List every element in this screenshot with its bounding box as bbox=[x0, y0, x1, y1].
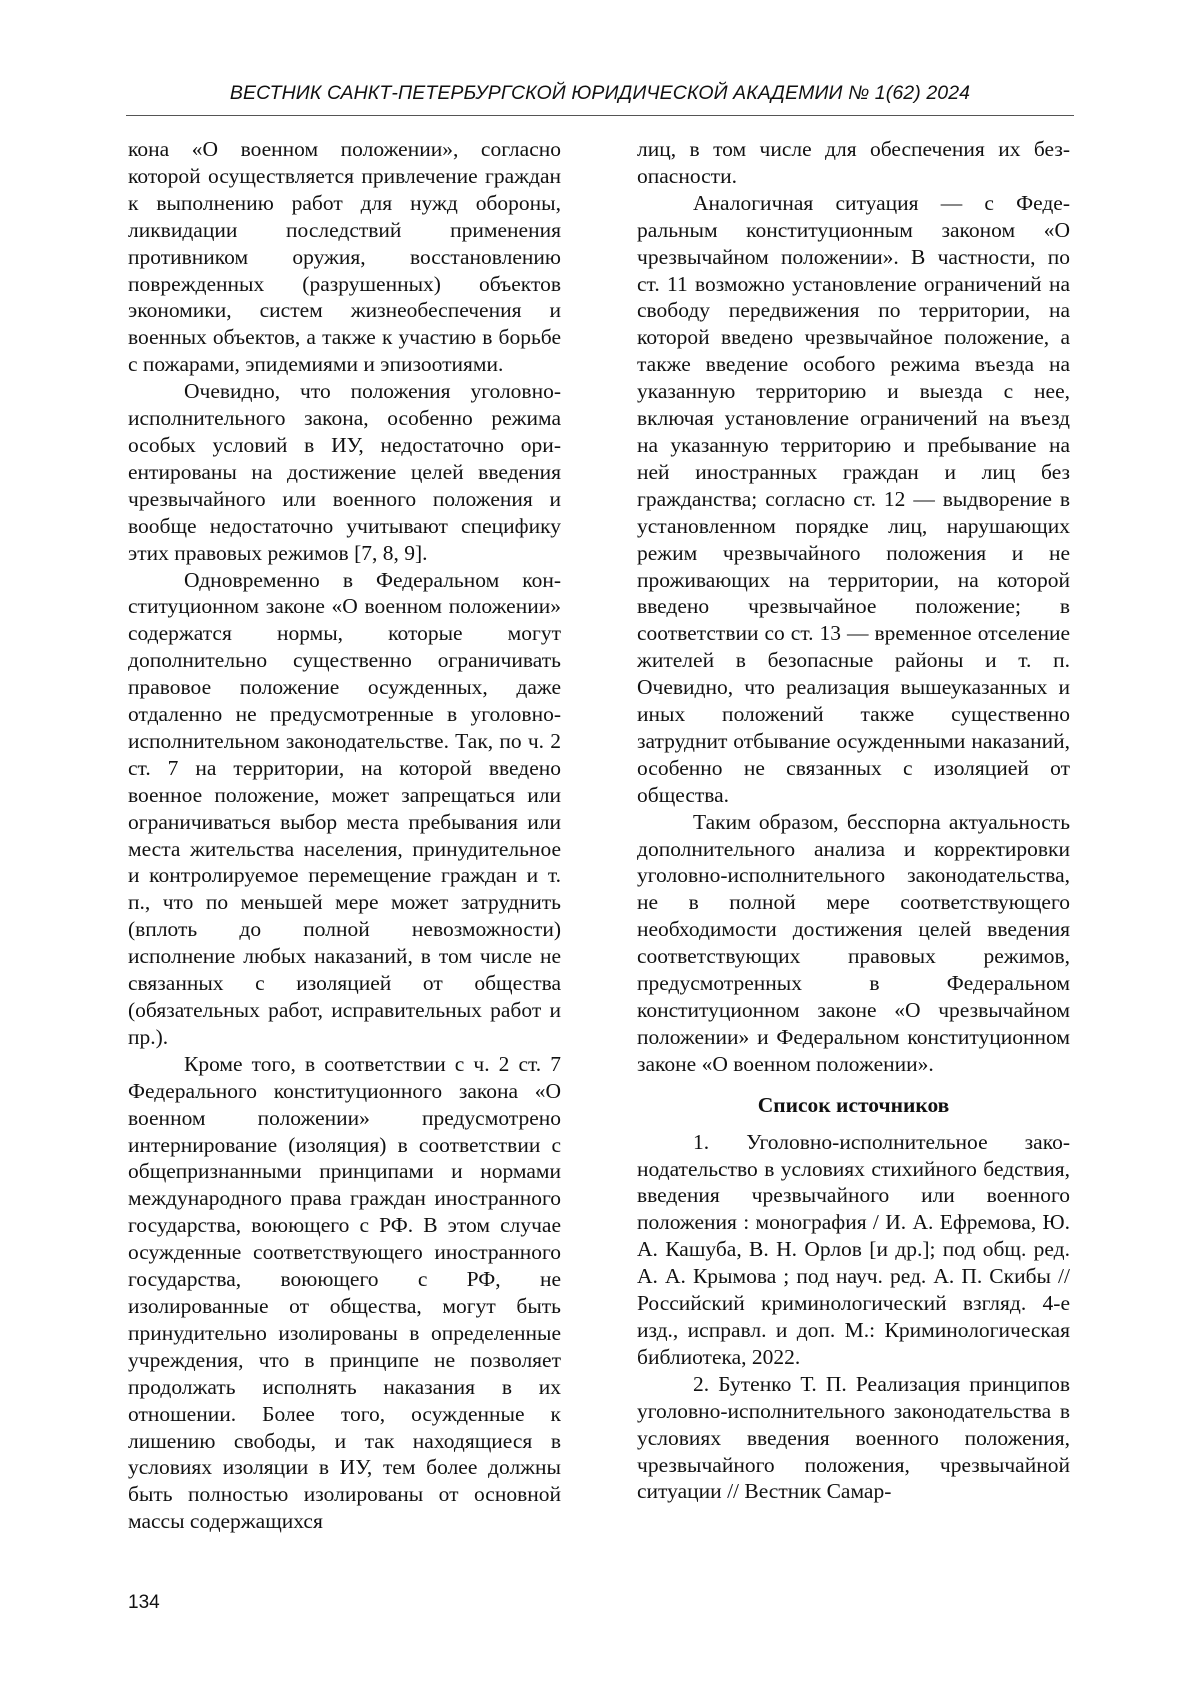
sources-heading: Список источников bbox=[757, 1092, 950, 1117]
journal-header: ВЕСТНИК САНКТ-ПЕТЕРБУРГСКОЙ ЮРИДИЧЕСКОЙ АКАДЕМИИ № 1(62) 2024 bbox=[229, 82, 971, 104]
paragraph: Очевидно, что положения уголовно-исполнительного закона, особенно режима особых условий в ИУ, недостаточно ориентированы на достижение целей введения чрезвычайного или военного положения и вообще недостаточно учитывают специфику этих правовых режимов [7, 8, 9]. bbox=[128, 379, 561, 565]
paragraph: кона «О военном положении», согласно которой осуществляется привлечение граждан к выполнению работ для нужд обороны, ликвидации последствий применения противником оружия, восстановлению поврежденных (разрушенных) объектов экономики, систем жизнеобеспечения и военных объектов, а также к участию в борьбе с пожарами, эпидемиями и эпизоотиями. bbox=[128, 137, 561, 377]
paragraph: Кроме того, в соответствии с ч. 2 ст. 7 Федерального конституционного закона «О военном положении» предусмотрено интернирование (изоляция) в соответствии с общепризнанными принципами и нормами международного права граждан иностранного государства, воюющего с РФ. В этом случае осужденные соответствующего иностранного государства, воюющего с РФ, не изолированные от общества, могут быть принудительно изолированы в определенные учреждения, что в принципе не позволяет продолжать исполнять наказания в их отношении. Более того, осужденные к лишению свободы, и так находящиеся в условиях изоляции в ИУ, тем более должны быть полностью изолированы от основной массы содержащихся bbox=[128, 1051, 561, 1534]
paragraph: лиц, в том числе для обеспечения их безопасности. bbox=[637, 137, 1070, 188]
page-number: 134 bbox=[128, 1592, 160, 1613]
left-column bbox=[128, 136, 561, 1535]
paragraph: Таким образом, бесспорна актуальность дополнительного анализа и корректировки уголовно-исполнительного законодательства, не в полной мере соответствующего необходимости достижения целей введения соответствующих правовых режимов, предусмотренных в Федеральном конституционном законе «О чрезвычайном положении» и Федеральном конституционном законе «О военном положении». bbox=[637, 809, 1070, 1076]
source-item: 1. Уголовно-исполнительное законодательство в условиях стихийного бедствия, введения чрезвычайного или военного положения : монография / И. А. Ефремова, Ю. А. Кашуба, В. Н. Орлов [и др.]; под общ. ред. А. А. Крымова ; под науч. ред. А. П. Скибы // Российский криминологический взгляд. 4-е изд., исправл. и доп. М.: Криминологическая библиотека, 2022. bbox=[637, 1129, 1070, 1369]
header-divider bbox=[126, 115, 1074, 116]
right-column bbox=[637, 136, 1070, 1505]
paragraph: Одновременно в Федеральном конституционном законе «О военном положении» содержатся нормы, которые могут дополнительно существенно ограничивать правовое положение осужденных, даже отдаленно не предусмотренные в уголовно-исполнительном законодательстве. Так, по ч. 2 ст. 7 на территории, на которой введено военное положение, может запрещаться или ограничиваться выбор места пребывания или места жительства населения, принудительное и контролируемое перемещение граждан и т. п., что по меньшей мере может затруднить (вплоть до полной невозможности) исполнение любых наказаний, в том числе не связанных с изоляцией от общества (обязательных работ, исправительных работ и пр.). bbox=[128, 567, 561, 1049]
paragraph: Аналогичная ситуация — с Федеральным конституционным законом «О чрезвычайном положении». В частности, по ст. 11 возможно установление ограничений на свободу передвижения по территории, на которой введено чрезвычайное положение, а также введение особого режима въезда на указанную территорию и выезда с нее, включая установление ограничений на въезд на указанную территорию и пребывание на ней иностранных граждан и лиц без гражданства; согласно ст. 12 — выдворение в установленном порядке лиц, нарушающих режим чрезвычайного положения и не проживающих на территории, на которой введено чрезвычайное положение; в соответствии со ст. 13 — временное отселение жителей в безопасные районы и т. п. Очевидно, что реализация вышеуказанных и иных положений также существенно затруднит отбывание осужденными наказаний, особенно не связанных с изоляцией от общества. bbox=[637, 190, 1070, 807]
source-item: 2. Бутенко Т. П. Реализация принципов уголовно-исполнительного законодательства в условиях введения военного положения, чрезвычайного положения, чрезвычайной ситуации // Вестник Самар- bbox=[637, 1371, 1070, 1504]
